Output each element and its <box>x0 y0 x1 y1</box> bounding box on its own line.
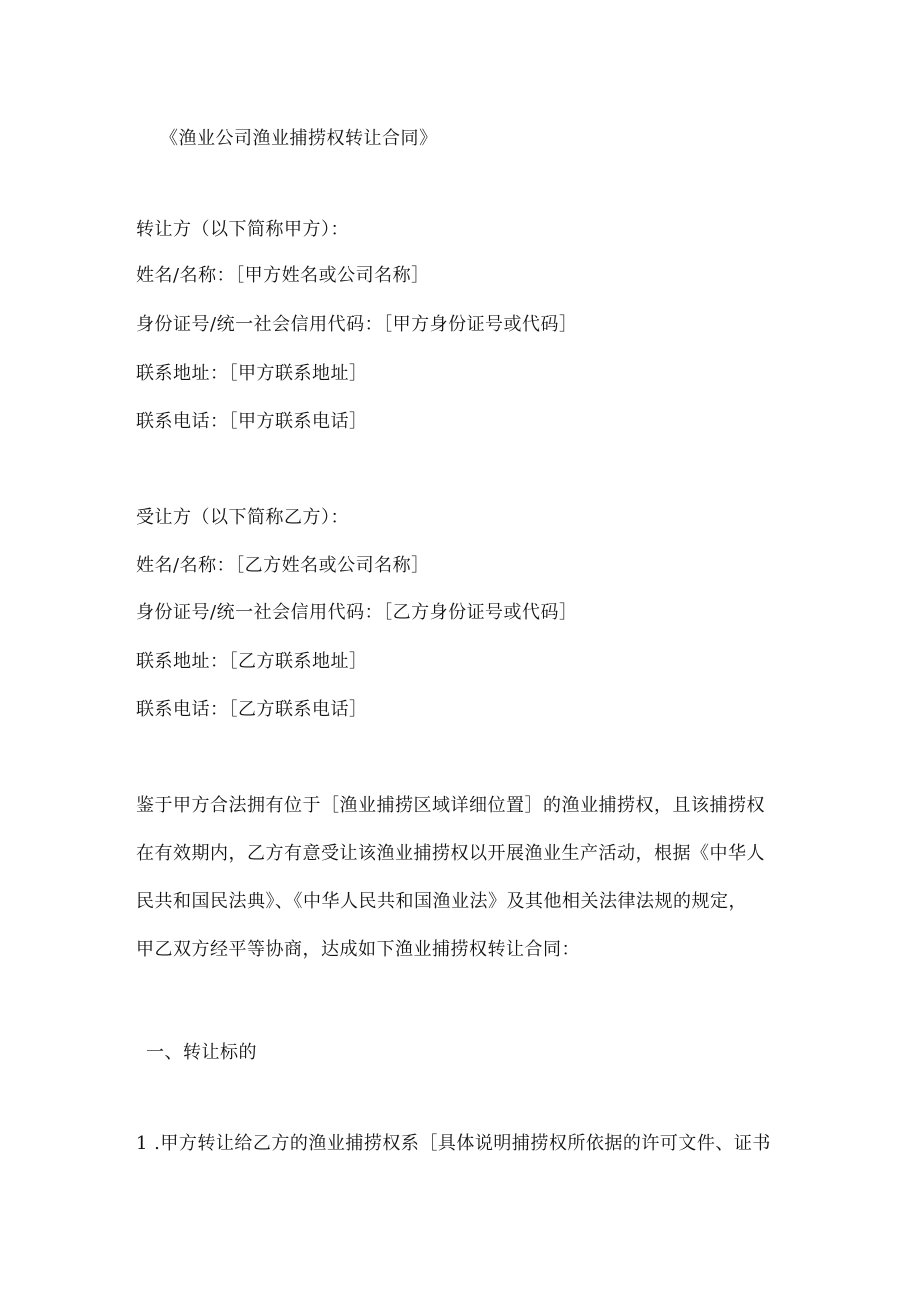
party-b-id: 身份证号/统一社会信用代码：［乙方身份证号或代码］ <box>136 602 578 623</box>
party-a-heading: 转让方（以下简称甲方）： <box>136 219 349 240</box>
party-a-name: 姓名/名称：［甲方姓名或公司名称］ <box>136 265 430 286</box>
party-b-name: 姓名/名称：［乙方姓名或公司名称］ <box>136 555 430 576</box>
party-b-address: 联系地址：［乙方联系地址］ <box>136 651 368 672</box>
party-a-phone: 联系电话：［甲方联系电话］ <box>136 411 368 432</box>
contract-title: 《渔业公司渔业捕捞权转让合同》 <box>160 128 438 149</box>
party-b-heading: 受让方（以下简称乙方）： <box>136 507 349 528</box>
preamble-line: 在有效期内，乙方有意受让该渔业捕捞权以开展渔业生产活动，根据《中华人 <box>136 843 765 864</box>
clause-1: 1 .甲方转让给乙方的渔业捕捞权系［具体说明捕捞权所依据的许可文件、证书 <box>136 1133 771 1154</box>
party-a-address: 联系地址：［甲方联系地址］ <box>136 363 368 384</box>
preamble-line: 民共和国民法典》、《中华人民共和国渔业法》及其他相关法律法规的规定， <box>136 891 747 912</box>
party-a-id: 身份证号/统一社会信用代码：［甲方身份证号或代码］ <box>136 314 578 335</box>
preamble-line: 鉴于甲方合法拥有位于［渔业捕捞区域详细位置］的渔业捕捞权，且该捕捞权 <box>136 795 765 816</box>
preamble-line: 甲乙双方经平等协商，达成如下渔业捕捞权转让合同： <box>136 939 580 960</box>
section-heading: 一、转让标的 <box>146 1042 257 1063</box>
party-b-phone: 联系电话：［乙方联系电话］ <box>136 699 368 720</box>
